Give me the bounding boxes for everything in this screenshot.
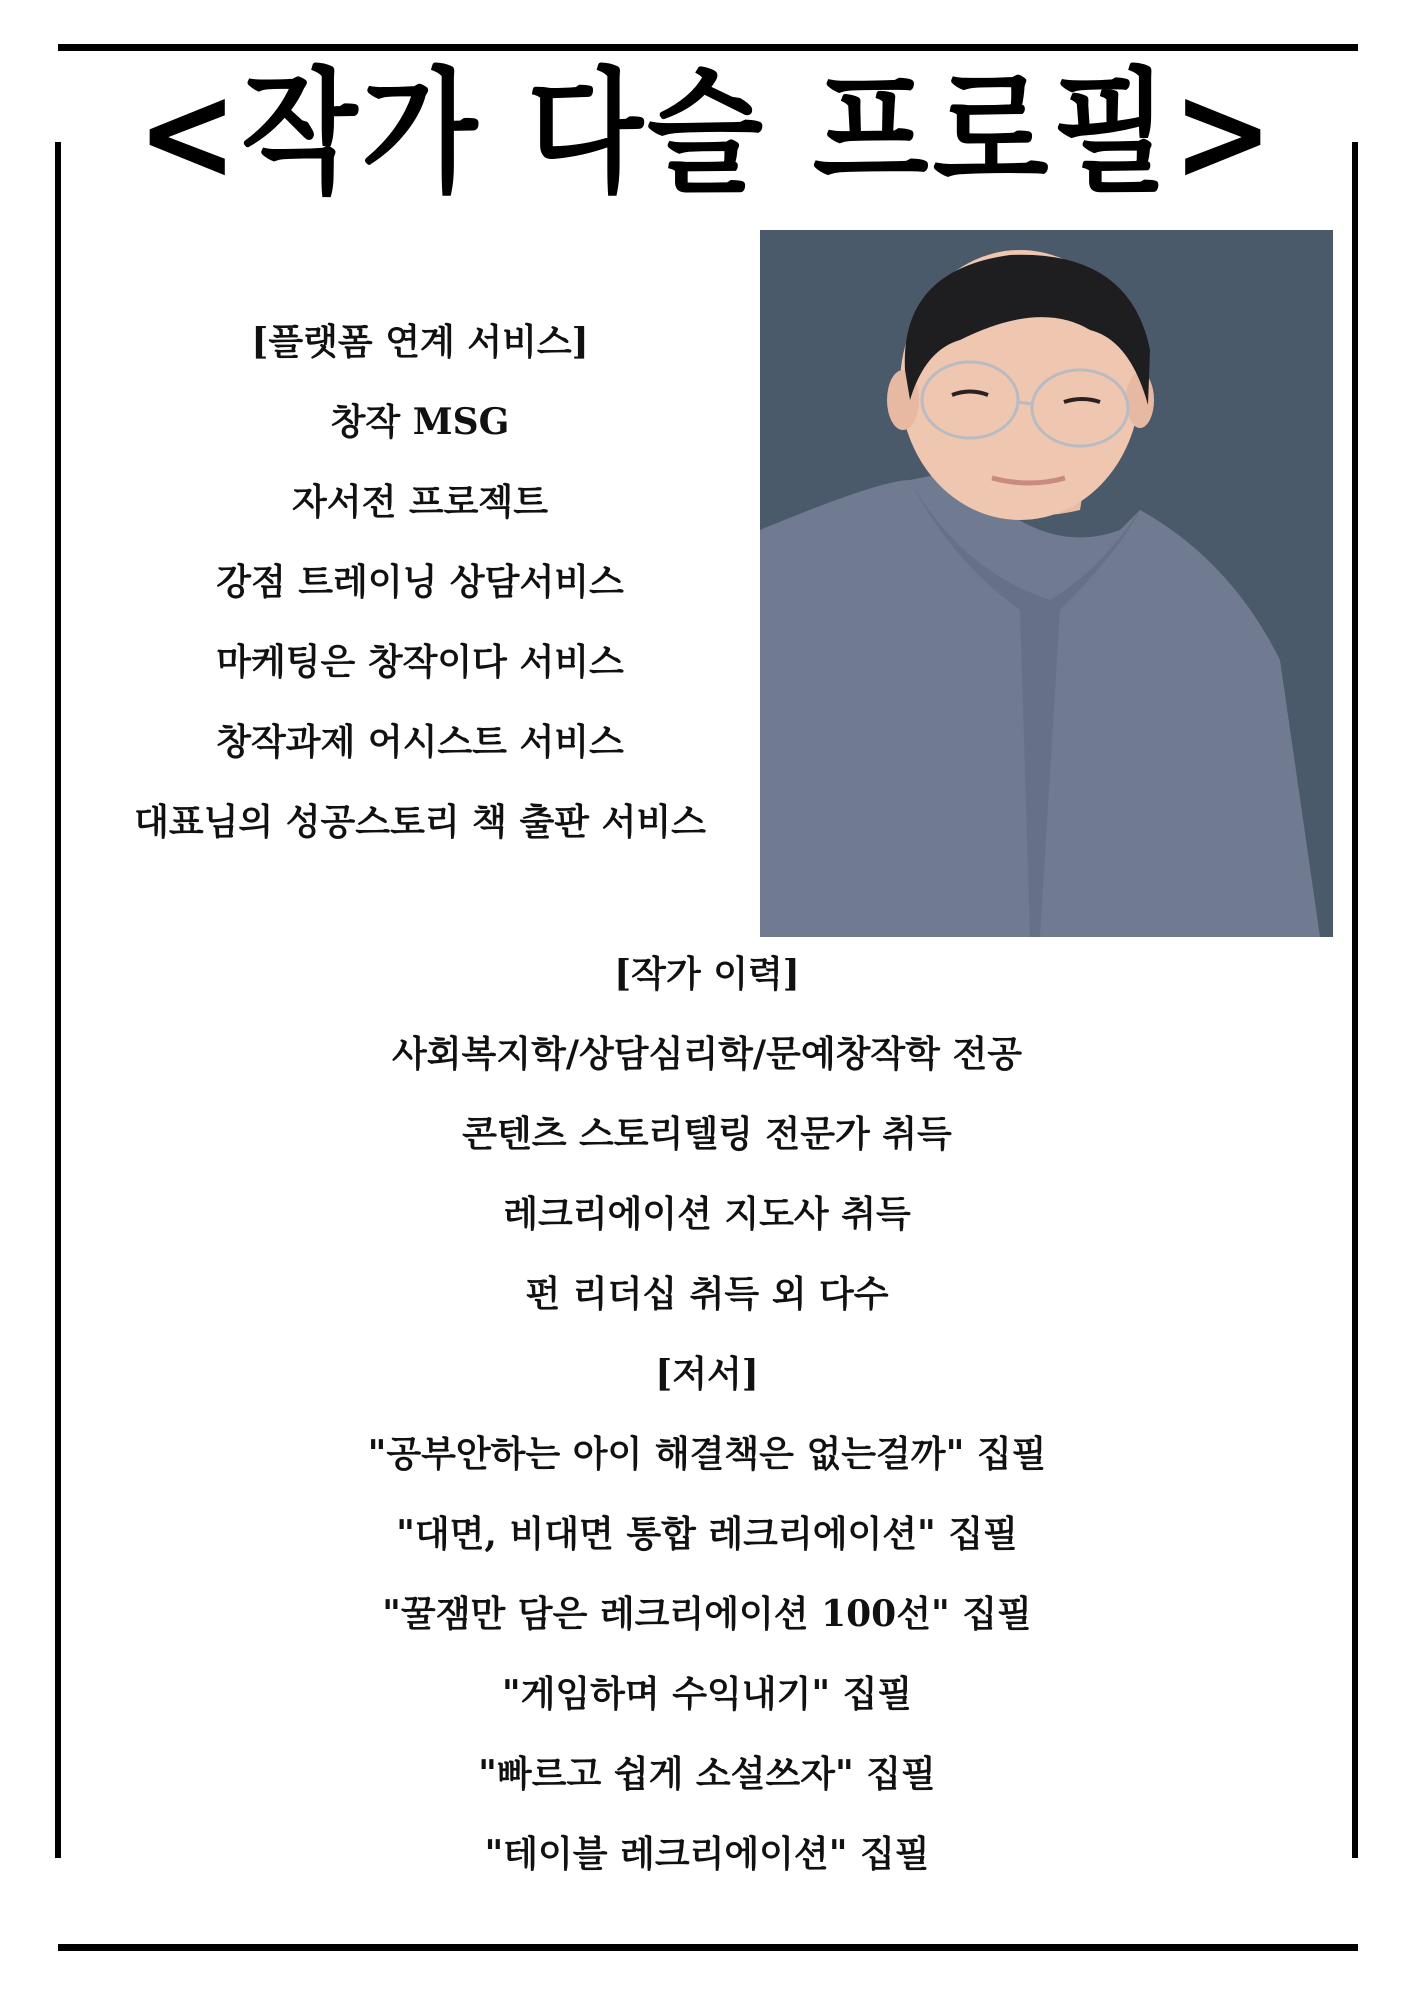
platform-service-item: 창작 MSG bbox=[330, 401, 510, 443]
publication-item: "공부안하는 아이 해결책은 없는걸까" 집필 bbox=[367, 1433, 1047, 1475]
publication-item: "꿀잼만 담은 레크리에이션 100선" 집필 bbox=[382, 1593, 1032, 1635]
platform-services-heading: [플랫폼 연계 서비스] bbox=[251, 321, 589, 363]
publication-item: "게임하며 수익내기" 집필 bbox=[501, 1673, 913, 1715]
publication-item: "테이블 레크리에이션" 집필 bbox=[484, 1833, 930, 1875]
career-item: 펀 리더십 취득 외 다수 bbox=[525, 1273, 889, 1315]
career-heading: [작가 이력] bbox=[614, 953, 800, 995]
page-title: <작가 다슬 프로필> bbox=[136, 56, 1278, 212]
career-item: 사회복지학/상담심리학/문예창작학 전공 bbox=[391, 1033, 1023, 1075]
publications-heading: [저서] bbox=[655, 1353, 759, 1395]
author-portrait bbox=[760, 230, 1333, 937]
portrait-illustration bbox=[760, 230, 1333, 937]
career-item: 콘텐츠 스토리텔링 전문가 취득 bbox=[462, 1113, 952, 1155]
platform-service-item: 자서전 프로젝트 bbox=[292, 481, 548, 523]
platform-service-item: 창작과제 어시스트 서비스 bbox=[216, 721, 624, 763]
publication-item: "대면, 비대면 통합 레크리에이션" 집필 bbox=[396, 1513, 1018, 1555]
top-border-rule bbox=[58, 44, 1358, 51]
platform-service-item: 대표님의 성공스토리 책 출판 서비스 bbox=[134, 801, 706, 843]
platform-service-item: 마케팅은 창작이다 서비스 bbox=[216, 641, 624, 683]
bottom-border-rule bbox=[58, 1944, 1358, 1951]
career-item: 레크리에이션 지도사 취득 bbox=[503, 1193, 911, 1235]
platform-service-item: 강점 트레이닝 상담서비스 bbox=[216, 561, 624, 603]
publication-item: "빠르고 쉽게 소설쓰자" 집필 bbox=[478, 1753, 936, 1795]
